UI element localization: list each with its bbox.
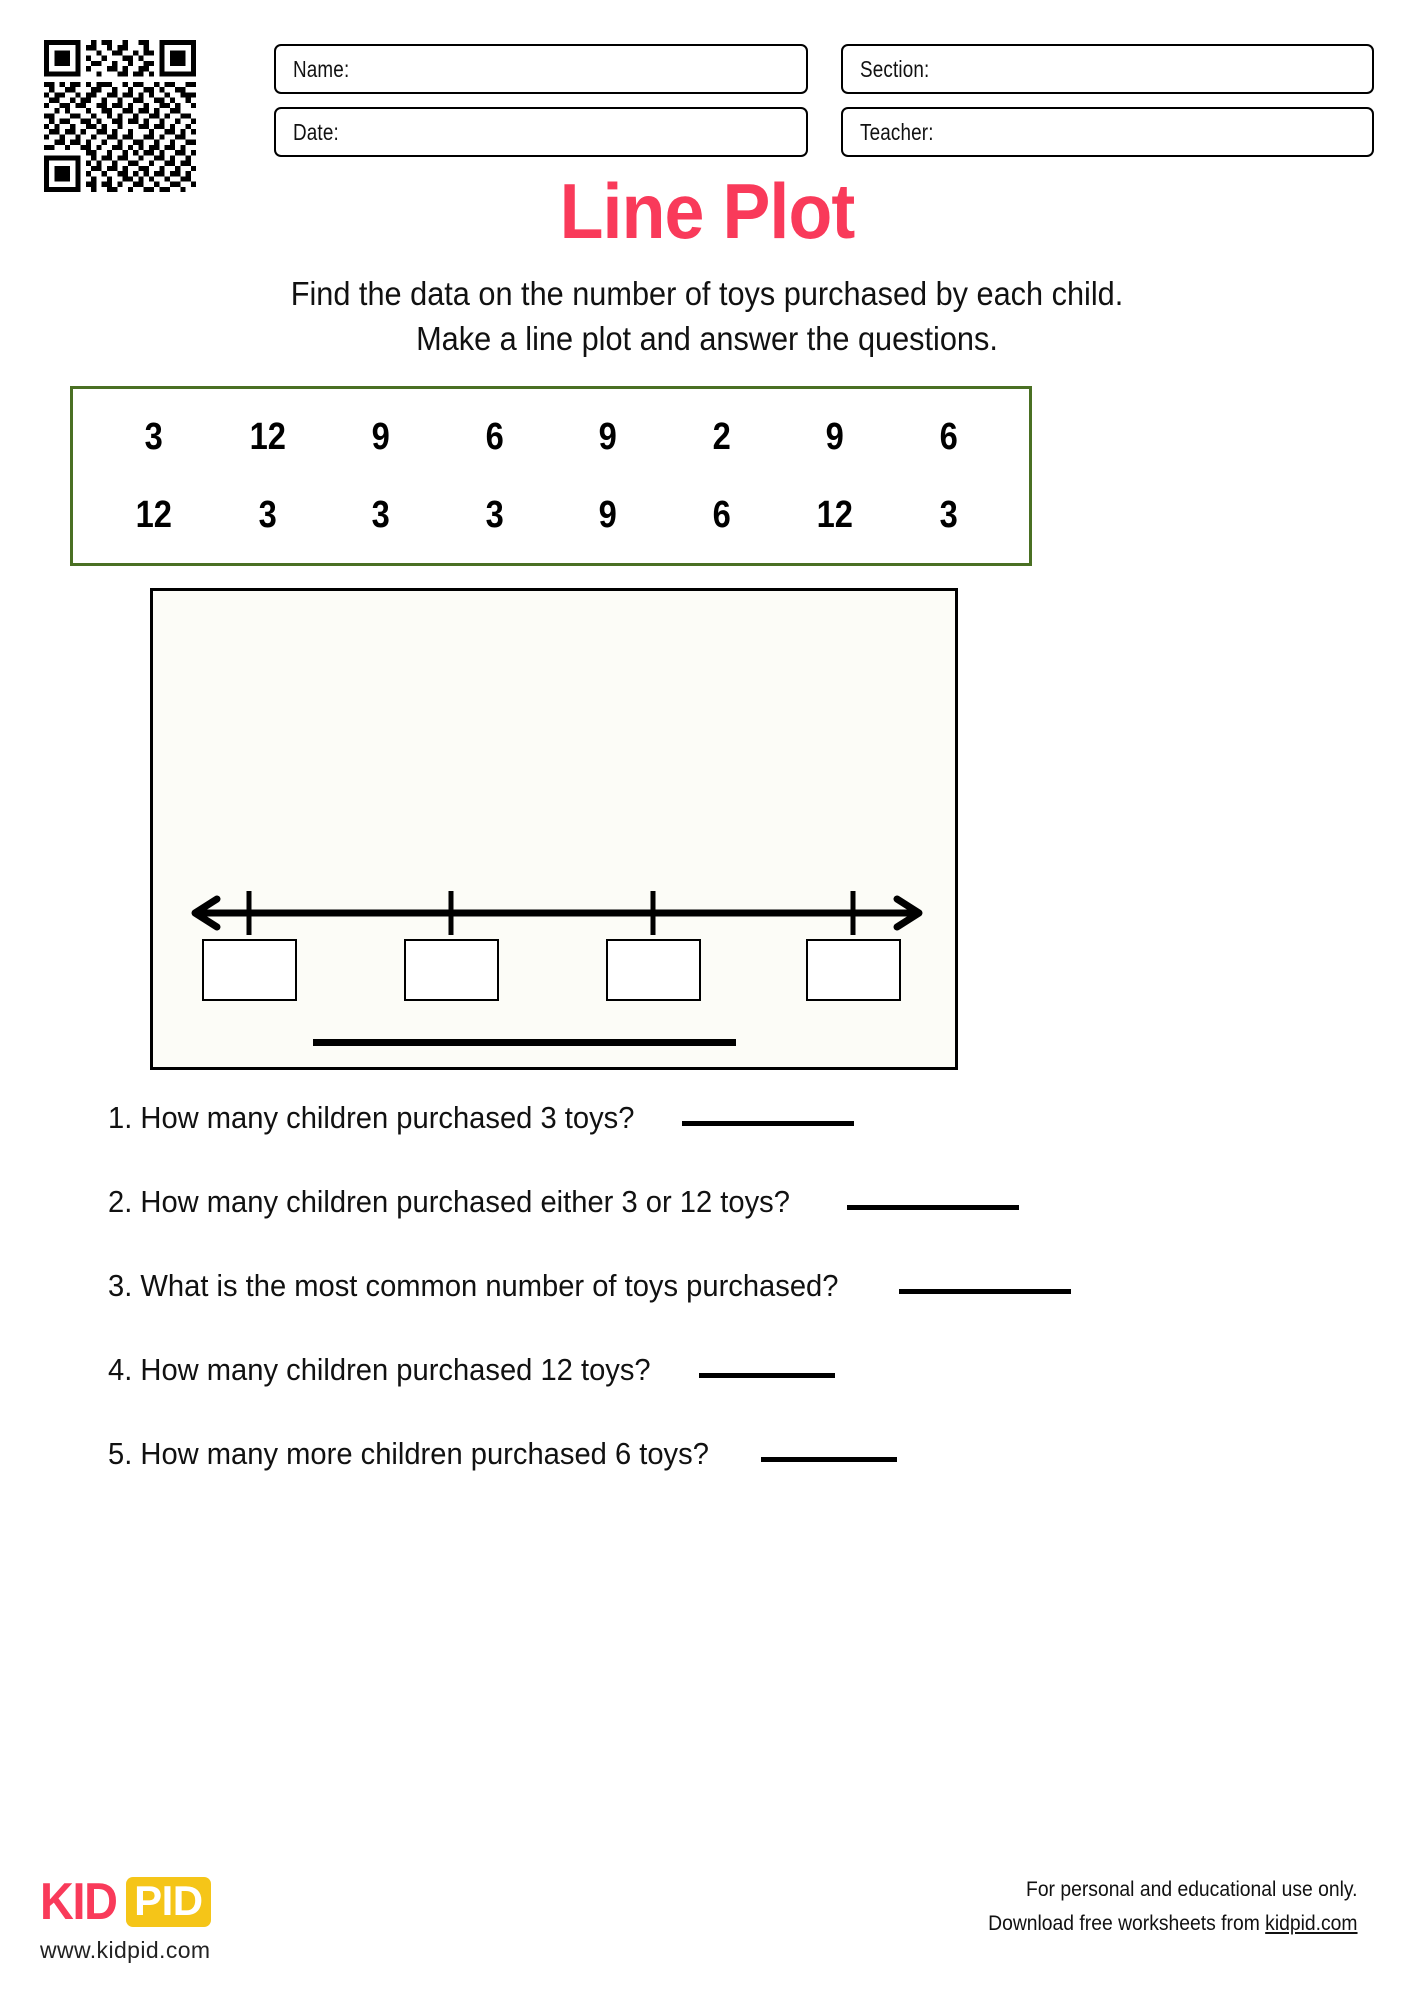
question-text: 5. How many more children purchased 6 toys? xyxy=(108,1436,709,1471)
teacher-field-label: Teacher: xyxy=(859,118,934,145)
label-box[interactable] xyxy=(404,939,499,1001)
question-item xyxy=(108,1100,1308,1136)
data-cell: 3 xyxy=(939,493,958,536)
answer-blank[interactable] xyxy=(847,1205,1019,1210)
footer-note-line-1: For personal and educational use only. xyxy=(1026,1877,1358,1901)
label-box[interactable] xyxy=(606,939,701,1001)
data-cell: 6 xyxy=(485,415,504,458)
instructions-line-2: Make a line plot and answer the questions. xyxy=(416,319,998,357)
data-row xyxy=(97,398,1005,476)
name-field[interactable] xyxy=(274,44,808,94)
data-cell: 6 xyxy=(712,493,731,536)
data-box xyxy=(70,386,1032,566)
data-cell: 12 xyxy=(135,493,172,536)
qr-code-icon xyxy=(44,38,234,183)
number-line xyxy=(181,889,933,937)
date-field-label: Date: xyxy=(293,118,339,145)
data-cell: 9 xyxy=(371,415,390,458)
question-item xyxy=(108,1184,1308,1220)
number-line-svg xyxy=(181,889,933,937)
question-item xyxy=(108,1352,1308,1388)
logo-text-pid: PID xyxy=(126,1877,211,1927)
logo-mark xyxy=(40,1874,211,1930)
data-cell: 9 xyxy=(598,415,617,458)
label-box[interactable] xyxy=(202,939,297,1001)
data-cell: 3 xyxy=(258,493,277,536)
logo-text-kid: KID xyxy=(40,1873,117,1931)
data-cell: 9 xyxy=(825,415,844,458)
data-cell: 3 xyxy=(371,493,390,536)
plot-title-rule xyxy=(313,1039,736,1046)
footer-note-line-2 xyxy=(989,1907,1358,1942)
question-text: 1. How many children purchased 3 toys? xyxy=(108,1100,635,1135)
section-field-label: Section: xyxy=(859,55,929,82)
data-cell: 2 xyxy=(712,415,731,458)
question-text: 4. How many children purchased 12 toys? xyxy=(108,1352,651,1387)
section-field[interactable] xyxy=(841,44,1375,94)
kidpid-logo[interactable] xyxy=(40,1874,211,1964)
question-item xyxy=(108,1268,1308,1304)
student-info-fields xyxy=(234,38,1374,157)
questions-list xyxy=(108,1100,1308,1520)
data-cell: 9 xyxy=(598,493,617,536)
data-cell: 12 xyxy=(816,493,853,536)
data-cell: 3 xyxy=(485,493,504,536)
worksheet-header xyxy=(44,38,1374,173)
label-box[interactable] xyxy=(806,939,901,1001)
question-text: 2. How many children purchased either 3 or 12 toys? xyxy=(108,1184,790,1219)
data-cell: 3 xyxy=(144,415,163,458)
question-item xyxy=(108,1436,1308,1472)
date-field[interactable] xyxy=(274,107,808,157)
answer-blank[interactable] xyxy=(761,1457,897,1462)
footer-link[interactable]: kidpid.com xyxy=(1265,1912,1358,1936)
instructions-line-1: Find the data on the number of toys purchased by each child. xyxy=(290,275,1124,312)
answer-blank[interactable] xyxy=(682,1121,854,1126)
footer xyxy=(0,1852,1414,1972)
data-row xyxy=(97,476,1005,554)
data-cell: 6 xyxy=(939,415,958,458)
page-title: Line Plot xyxy=(559,167,855,255)
data-cell: 12 xyxy=(249,415,286,458)
teacher-field[interactable] xyxy=(841,107,1375,157)
logo-url: www.kidpid.com xyxy=(40,1937,211,1963)
instructions xyxy=(0,272,1414,361)
answer-blank[interactable] xyxy=(699,1373,835,1378)
line-plot-work-area[interactable] xyxy=(150,588,958,1070)
name-field-label: Name: xyxy=(293,55,350,82)
footer-note-prefix: Download free worksheets from xyxy=(988,1912,1266,1936)
question-text: 3. What is the most common number of toys purchased? xyxy=(108,1268,839,1303)
answer-blank[interactable] xyxy=(899,1289,1071,1294)
footer-note xyxy=(956,1873,1358,1942)
label-boxes xyxy=(181,939,933,1007)
